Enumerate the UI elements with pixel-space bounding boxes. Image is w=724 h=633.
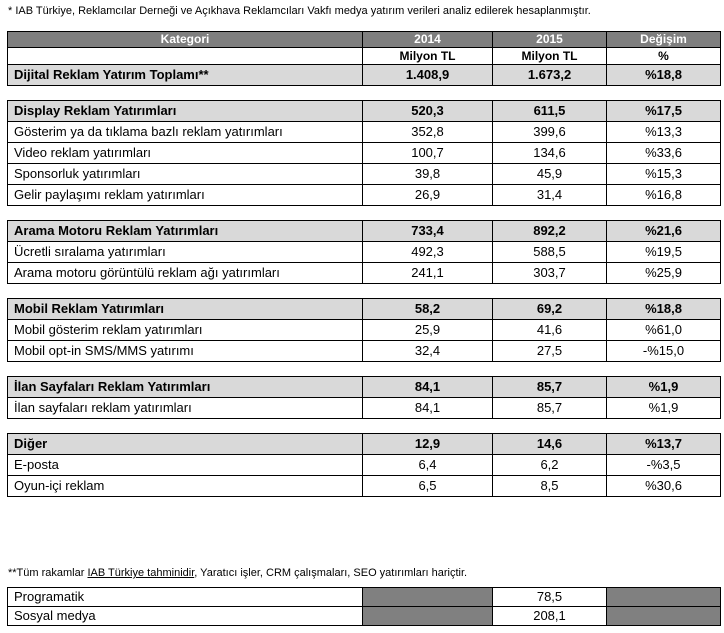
row-label: Gösterim ya da tıklama bazlı reklam yatırımları bbox=[8, 122, 363, 143]
spacer-cell bbox=[8, 206, 721, 221]
row-2015: 8,5 bbox=[493, 476, 607, 497]
row-pct: %13,3 bbox=[607, 122, 721, 143]
row-label: İlan sayfaları reklam yatırımları bbox=[8, 398, 363, 419]
total-2015: 1.673,2 bbox=[493, 65, 607, 86]
spacer-row bbox=[8, 86, 721, 101]
row-pct: %13,7 bbox=[607, 434, 721, 455]
header-kategori: Kategori bbox=[8, 32, 363, 48]
footnote-prefix: **Tüm rakamlar bbox=[8, 567, 88, 579]
top-footnote: * IAB Türkiye, Reklamcılar Derneği ve Açıkhava Reklamcıları Vakfı medya yatırım verileri analiz edilerek hesaplanmıştır. bbox=[8, 5, 591, 17]
row-2014: 6,4 bbox=[363, 455, 493, 476]
row-2015: 14,6 bbox=[493, 434, 607, 455]
row-pct: %16,8 bbox=[607, 185, 721, 206]
table-row bbox=[8, 263, 721, 284]
extra-grey-2014 bbox=[363, 607, 493, 626]
table-row bbox=[8, 341, 721, 362]
table-row bbox=[8, 185, 721, 206]
row-2015: 611,5 bbox=[493, 101, 607, 122]
spacer-cell bbox=[8, 419, 721, 434]
table-row bbox=[8, 476, 721, 497]
total-label: Dijital Reklam Yatırım Toplamı** bbox=[8, 65, 363, 86]
bottom-footnote bbox=[8, 567, 467, 579]
row-label: E-posta bbox=[8, 455, 363, 476]
row-pct: %33,6 bbox=[607, 143, 721, 164]
row-pct: %21,6 bbox=[607, 221, 721, 242]
row-2014: 26,9 bbox=[363, 185, 493, 206]
table-row bbox=[8, 242, 721, 263]
row-pct: %19,5 bbox=[607, 242, 721, 263]
unit-2014: Milyon TL bbox=[363, 48, 493, 65]
row-label: Mobil gösterim reklam yatırımları bbox=[8, 320, 363, 341]
spacer-row bbox=[8, 206, 721, 221]
table-row bbox=[8, 398, 721, 419]
extra-grey-pct bbox=[607, 607, 721, 626]
row-pct: %18,8 bbox=[607, 299, 721, 320]
row-2015: 41,6 bbox=[493, 320, 607, 341]
row-label: Mobil opt-in SMS/MMS yatırımı bbox=[8, 341, 363, 362]
group-title-row bbox=[8, 101, 721, 122]
total-2014: 1.408,9 bbox=[363, 65, 493, 86]
row-2014: 12,9 bbox=[363, 434, 493, 455]
row-2015: 399,6 bbox=[493, 122, 607, 143]
table-row bbox=[8, 122, 721, 143]
row-2015: 588,5 bbox=[493, 242, 607, 263]
row-2014: 100,7 bbox=[363, 143, 493, 164]
row-2014: 84,1 bbox=[363, 398, 493, 419]
table-row bbox=[8, 320, 721, 341]
table-row bbox=[8, 455, 721, 476]
row-2014: 241,1 bbox=[363, 263, 493, 284]
group-title-row bbox=[8, 299, 721, 320]
row-2015: 892,2 bbox=[493, 221, 607, 242]
group-title-row bbox=[8, 221, 721, 242]
row-label: Video reklam yatırımları bbox=[8, 143, 363, 164]
row-pct: %30,6 bbox=[607, 476, 721, 497]
header-2015: 2015 bbox=[493, 32, 607, 48]
row-2015: 85,7 bbox=[493, 398, 607, 419]
row-2015: 134,6 bbox=[493, 143, 607, 164]
row-pct: %15,3 bbox=[607, 164, 721, 185]
extra-2015: 78,5 bbox=[493, 588, 607, 607]
row-label: Mobil Reklam Yatırımları bbox=[8, 299, 363, 320]
extra-row bbox=[8, 607, 721, 626]
row-2015: 45,9 bbox=[493, 164, 607, 185]
unit-empty bbox=[8, 48, 363, 65]
row-2014: 492,3 bbox=[363, 242, 493, 263]
row-pct: %25,9 bbox=[607, 263, 721, 284]
footnote-suffix: , Yaratıcı işler, CRM çalışmaları, SEO yatırımları hariçtir. bbox=[194, 567, 468, 579]
row-2014: 84,1 bbox=[363, 377, 493, 398]
row-pct: -%3,5 bbox=[607, 455, 721, 476]
row-2014: 520,3 bbox=[363, 101, 493, 122]
row-2014: 352,8 bbox=[363, 122, 493, 143]
total-pct: %18,8 bbox=[607, 65, 721, 86]
row-label: Gelir paylaşımı reklam yatırımları bbox=[8, 185, 363, 206]
footnote-underlined: IAB Türkiye tahminidir bbox=[87, 567, 195, 579]
row-2015: 6,2 bbox=[493, 455, 607, 476]
header-row bbox=[8, 32, 721, 48]
header-2014: 2014 bbox=[363, 32, 493, 48]
row-2015: 85,7 bbox=[493, 377, 607, 398]
table-row bbox=[8, 143, 721, 164]
extra-label: Programatik bbox=[8, 588, 363, 607]
row-pct: %61,0 bbox=[607, 320, 721, 341]
unit-2015: Milyon TL bbox=[493, 48, 607, 65]
row-2014: 39,8 bbox=[363, 164, 493, 185]
row-2014: 32,4 bbox=[363, 341, 493, 362]
row-label: Ücretli sıralama yatırımları bbox=[8, 242, 363, 263]
row-2014: 58,2 bbox=[363, 299, 493, 320]
extra-label: Sosyal medya bbox=[8, 607, 363, 626]
total-row bbox=[8, 65, 721, 86]
table-row bbox=[8, 164, 721, 185]
unit-row bbox=[8, 48, 721, 65]
spacer-cell bbox=[8, 86, 721, 101]
row-pct: -%15,0 bbox=[607, 341, 721, 362]
row-2015: 303,7 bbox=[493, 263, 607, 284]
row-2015: 27,5 bbox=[493, 341, 607, 362]
row-label: İlan Sayfaları Reklam Yatırımları bbox=[8, 377, 363, 398]
row-label: Arama motoru görüntülü reklam ağı yatırımları bbox=[8, 263, 363, 284]
extra-grey-pct bbox=[607, 588, 721, 607]
group-title-row bbox=[8, 434, 721, 455]
row-2014: 733,4 bbox=[363, 221, 493, 242]
row-pct: %1,9 bbox=[607, 377, 721, 398]
extra-table bbox=[7, 587, 721, 626]
spacer-row bbox=[8, 284, 721, 299]
group-title-row bbox=[8, 377, 721, 398]
extra-grey-2014 bbox=[363, 588, 493, 607]
spacer-row bbox=[8, 419, 721, 434]
spacer-row bbox=[8, 362, 721, 377]
row-2014: 25,9 bbox=[363, 320, 493, 341]
extra-2015: 208,1 bbox=[493, 607, 607, 626]
spacer-cell bbox=[8, 362, 721, 377]
row-2014: 6,5 bbox=[363, 476, 493, 497]
investment-table bbox=[7, 31, 721, 497]
row-label: Arama Motoru Reklam Yatırımları bbox=[8, 221, 363, 242]
header-degisim: Değişim bbox=[607, 32, 721, 48]
row-pct: %17,5 bbox=[607, 101, 721, 122]
row-label: Diğer bbox=[8, 434, 363, 455]
row-label: Oyun-içi reklam bbox=[8, 476, 363, 497]
row-pct: %1,9 bbox=[607, 398, 721, 419]
row-2015: 31,4 bbox=[493, 185, 607, 206]
extra-row bbox=[8, 588, 721, 607]
unit-pct: % bbox=[607, 48, 721, 65]
row-2015: 69,2 bbox=[493, 299, 607, 320]
row-label: Sponsorluk yatırımları bbox=[8, 164, 363, 185]
row-label: Display Reklam Yatırımları bbox=[8, 101, 363, 122]
spacer-cell bbox=[8, 284, 721, 299]
